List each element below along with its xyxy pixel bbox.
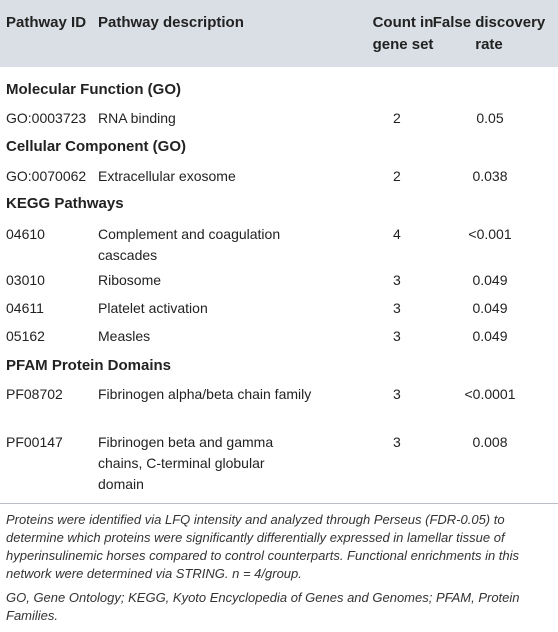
table-row-fdr: <0.001: [468, 226, 512, 242]
table-row-id: GO:0070062: [6, 168, 87, 184]
table-row-id: 05162: [6, 328, 45, 344]
table-row-fdr: 0.049: [472, 300, 508, 316]
table-row-desc: Fibrinogen beta and gamma chains, C-terminal globular domain: [98, 434, 274, 492]
table-row-fdr: 0.008: [472, 434, 508, 450]
header-fdr-line1: False discovery: [432, 14, 546, 31]
table-row-fdr: 0.038: [472, 168, 508, 184]
table-row-fdr: 0.05: [476, 110, 504, 126]
table-row-id: PF00147: [6, 434, 63, 450]
header-fdr-line2: rate: [475, 36, 503, 53]
footnote-abbreviations: GO, Gene Ontology; KEGG, Kyoto Encyclopedia of Genes and Genomes; PFAM, Protein Families.: [6, 590, 520, 623]
section-title-kegg-pathways: KEGG Pathways: [6, 195, 124, 212]
table-row-id: 04611: [6, 300, 44, 316]
section-title-pfam-protein-domains: PFAM Protein Domains: [6, 357, 172, 374]
table-row-fdr: 0.049: [472, 272, 508, 288]
table-row-desc: Ribosome: [98, 272, 162, 288]
table-bottom-rule: [0, 503, 558, 504]
table-row-desc: Complement and coagulation cascades: [98, 226, 281, 263]
table-row-count: 3: [393, 434, 401, 450]
table-row-count: 4: [393, 226, 401, 242]
table-row-count: 3: [393, 386, 401, 402]
table-row-count: 3: [393, 300, 401, 316]
table-row-count: 3: [393, 272, 401, 288]
footnote-methods: Proteins were identified via LFQ intensity and analyzed through Perseus (FDR-0.05) to determine which proteins were significantly differentially expressed in lamellar tissue of hyperinsulinemic horses compared to control counterparts. Functional enrichments in this network were determined via STRING. n = 4/group.: [6, 512, 520, 581]
table-row-id: GO:0003723: [6, 110, 87, 126]
table-row-id: 04610: [6, 226, 45, 242]
table-row-count: 3: [393, 328, 401, 344]
table-row-count: 2: [393, 168, 401, 184]
header-pathway-description: Pathway description: [98, 14, 244, 31]
table-row-count: 2: [393, 110, 401, 126]
table-row-desc: Measles: [98, 328, 151, 344]
header-count-line1: Count in: [372, 14, 434, 31]
section-title-molecular-function: Molecular Function (GO): [6, 81, 181, 98]
header-pathway-id: Pathway ID: [6, 14, 87, 31]
header-count-line2: gene set: [372, 36, 434, 53]
table-row-fdr: <0.0001: [464, 386, 516, 402]
table-row-id: 03010: [6, 272, 45, 288]
section-title-cellular-component: Cellular Component (GO): [6, 138, 186, 155]
table-row-desc: Fibrinogen alpha/beta chain family: [98, 386, 312, 402]
table-row-desc: Platelet activation: [98, 300, 208, 316]
table-row-desc: Extracellular exosome: [98, 168, 236, 184]
table-row-id: PF08702: [6, 386, 63, 402]
table-row-fdr: 0.049: [472, 328, 508, 344]
table-row-desc: RNA binding: [98, 110, 176, 126]
